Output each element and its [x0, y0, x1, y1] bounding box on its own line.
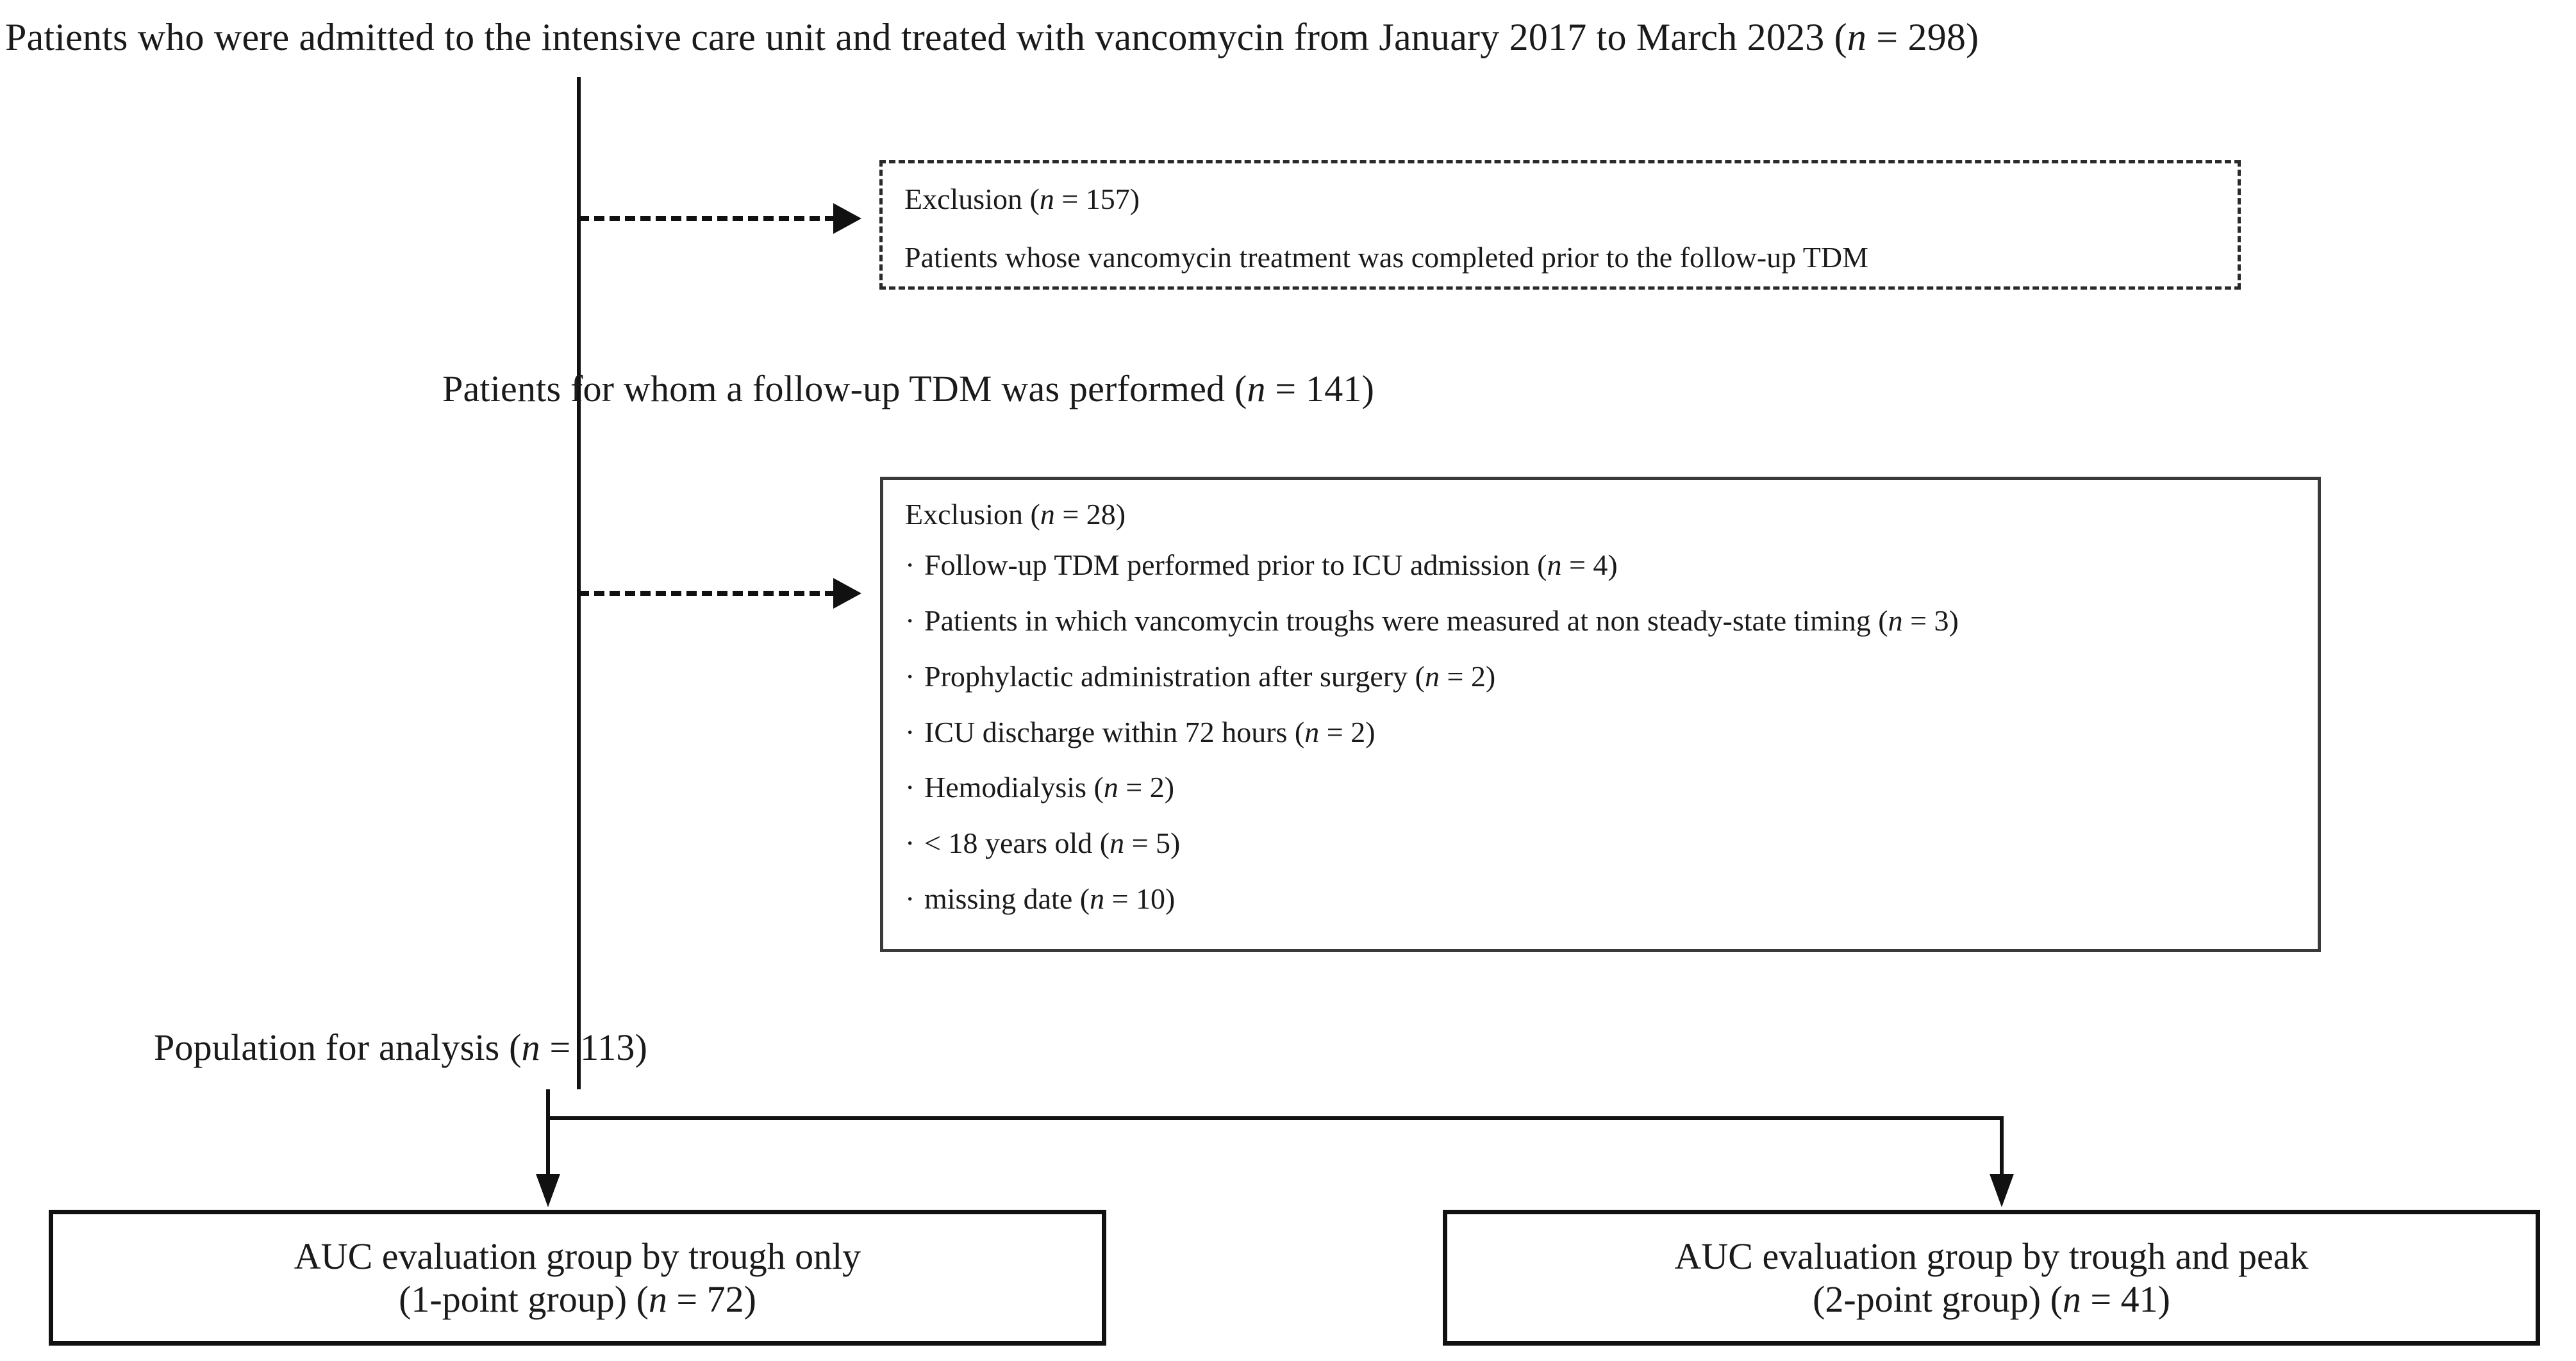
bullet-icon: ·: [905, 715, 915, 748]
exclusion-2-reason-text: < 18 years old (n = 5): [924, 827, 1181, 860]
exclusion-2-reason-item: [905, 882, 2318, 916]
exclusion-2-heading: Exclusion (n = 28): [905, 498, 1126, 531]
trunk-connector-line: [577, 77, 581, 1089]
bullet-icon: ·: [905, 882, 915, 916]
exclusion-2-reason-text: Follow-up TDM performed prior to ICU admission (n = 4): [924, 548, 1618, 581]
bullet-icon: ·: [905, 659, 915, 693]
exclusion-2-reason-item: [905, 827, 2318, 861]
exclusion-2-reason-list: [905, 549, 2318, 916]
bullet-icon: ·: [905, 548, 915, 581]
bullet-icon: ·: [905, 604, 915, 637]
exclusion-2-arrowhead: [833, 578, 861, 609]
exclusion-1-body: Patients whose vancomycin treatment was completed prior to the follow-up TDM: [904, 240, 1869, 274]
split-horizontal-connector: [546, 1116, 2004, 1120]
group-right-line-1: AUC evaluation group by trough and peak: [1674, 1235, 2309, 1277]
exclusion-1-arrowhead: [833, 203, 861, 234]
cohort-node-population-for-analysis: Population for analysis (n = 113): [154, 1027, 648, 1068]
exclusion-2-reason-item: [905, 549, 2318, 582]
exclusion-2-reason-text: missing date (n = 10): [924, 882, 1176, 916]
split-trunk-stub: [546, 1089, 550, 1120]
bullet-icon: ·: [905, 827, 915, 860]
exclusion-1-heading: Exclusion (n = 157): [904, 183, 1140, 215]
exclusion-2-connector: [579, 591, 835, 596]
exclusion-2-reason-text: ICU discharge within 72 hours (n = 2): [924, 715, 1375, 748]
exclusion-2-reason-item: [905, 771, 2318, 805]
branch-left-connector: [546, 1116, 550, 1180]
exclusion-box-1: [879, 160, 2241, 290]
exclusion-2-reason-item: [905, 660, 2318, 694]
group-left-line-1: AUC evaluation group by trough only: [294, 1235, 861, 1277]
group-left-line-2: (1-point group) (n = 72): [399, 1278, 756, 1320]
bullet-icon: ·: [905, 771, 915, 804]
exclusion-1-connector: [579, 216, 835, 221]
exclusion-box-2: [880, 477, 2321, 952]
exclusion-2-reason-text: Patients in which vancomycin troughs were measured at non steady-state timing (n = 3): [924, 604, 1959, 637]
group-box-one-point: [49, 1210, 1106, 1346]
branch-right-connector: [2000, 1116, 2004, 1180]
group-right-line-2: (2-point group) (n = 41): [1813, 1278, 2170, 1320]
exclusion-2-reason-item: [905, 604, 2318, 638]
cohort-node-followup-tdm: Patients for whom a follow-up TDM was performed (n = 141): [442, 368, 1375, 409]
cohort-node-enrolled: Patients who were admitted to the intensive care unit and treated with vancomycin from January 2017 to March 2023 (n = 298): [5, 16, 1979, 58]
group-box-two-point: [1443, 1210, 2540, 1346]
exclusion-2-reason-item: [905, 716, 2318, 750]
branch-left-arrowhead: [536, 1174, 560, 1207]
branch-right-arrowhead: [1990, 1174, 2014, 1207]
exclusion-2-reason-text: Prophylactic administration after surgery (n = 2): [924, 659, 1496, 693]
exclusion-2-reason-text: Hemodialysis (n = 2): [924, 771, 1175, 804]
